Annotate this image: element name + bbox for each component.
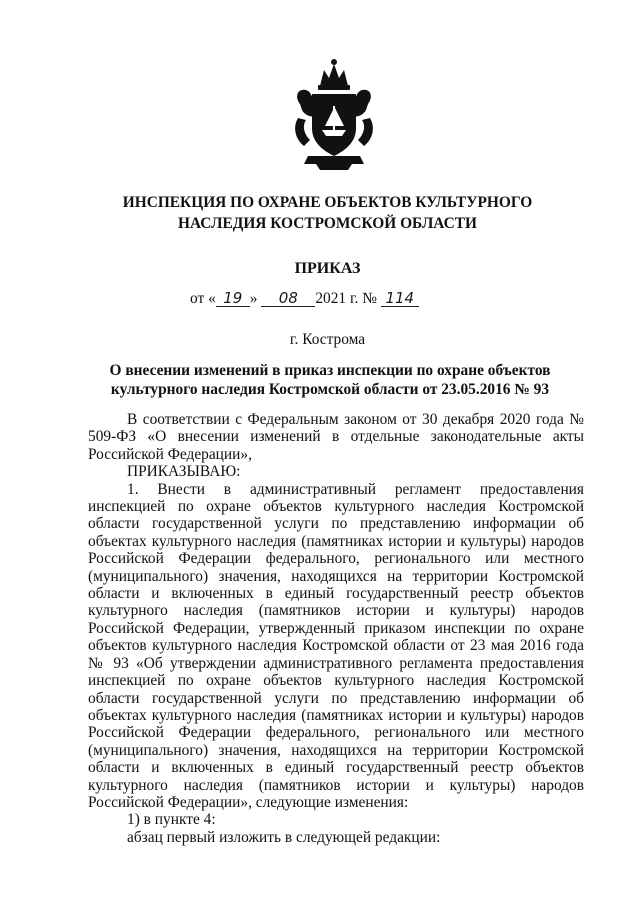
- subclause-item-2: абзац первый изложить в следующей редакции:: [127, 828, 441, 846]
- coat-of-arms-icon: [290, 56, 378, 174]
- order-body: [88, 411, 584, 846]
- organization-title: [60, 192, 595, 234]
- subject-line-2: культурного наследия Костромской области от 23.05.2016 № 93: [110, 381, 550, 398]
- title-line-1: ИНСПЕКЦИЯ ПО ОХРАНЕ ОБЪЕКТОВ КУЛЬТУРНОГО: [122, 194, 533, 211]
- order-month: 08: [261, 290, 315, 307]
- prikazyvayu-heading: ПРИКАЗЫВАЮ:: [127, 463, 241, 481]
- preamble-paragraph: В соответствии с Федеральным законом от 30 декабря 2020 года № 509-ФЗ «О внесении изменений в отдельные законодательные акты Российской Федерации»,: [88, 411, 584, 463]
- clause-1-paragraph: 1. Внести в административный регламент предоставления инспекцией по охране объектов культурного наследия Костромской области государственной услуги по представлению информации об объектах культурного наследия (памятниках истории и культуры) народов Российской Федерации федерального, регионального или местного (муниципального) значения, находящихся на территории Костромской области и включенных в единый государственный реестр объектов культурного наследия (памятников истории и культуры) народов Российской Федерации, утвержденный приказом инспекции по охране объектов культурного наследия Костромской области от 23 мая 2016 года № 93 «Об утверждении административного регламента предоставления инспекцией по охране объектов культурного наследия Костромской области государственной услуги по представлению информации об объектах культурного наследия (памятниках истории и культуры) народов Российской Федерации федерального, регионального или местного (муниципального) значения, находящихся на территории Костромской области и включенных в единый государственный реестр объектов культурного наследия (памятников истории и культуры) народов Российской Федерации», следующие изменения:: [88, 480, 584, 811]
- document-type: ПРИКАЗ: [294, 260, 361, 277]
- order-date-line: [190, 288, 490, 312]
- title-line-2: НАСЛЕДИЯ КОСТРОМСКОЙ ОБЛАСТИ: [177, 215, 478, 232]
- order-day: 19: [216, 290, 250, 307]
- subject-line-1: О внесении изменений в приказ инспекции по охране объектов: [109, 362, 551, 379]
- subclause-item-1: 1) в пункте 4:: [127, 811, 216, 829]
- date-day-close: »: [249, 290, 258, 307]
- date-prefix: от «: [190, 290, 216, 307]
- order-year: 2021 г. №: [315, 290, 377, 307]
- order-number: 114: [381, 290, 419, 307]
- order-subject: [100, 361, 560, 399]
- city-line: г. Кострома: [289, 331, 366, 348]
